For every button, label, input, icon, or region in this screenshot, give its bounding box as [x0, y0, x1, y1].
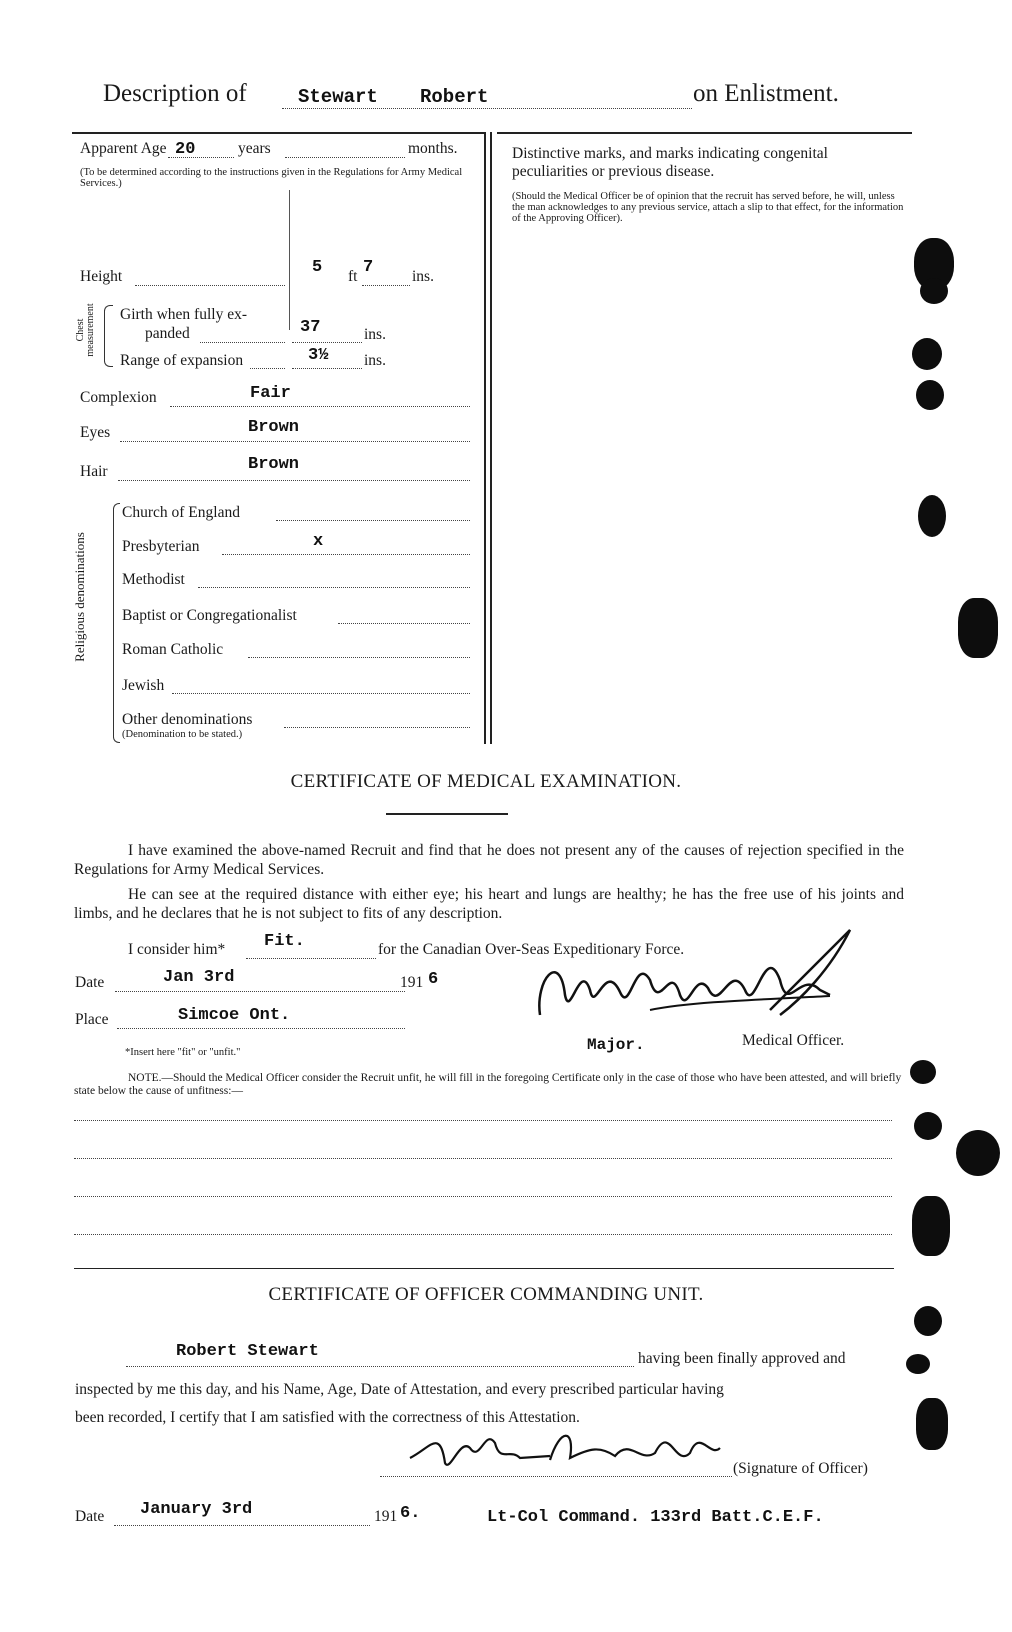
height-in-value: 7 [363, 258, 374, 277]
age-note: (To be determined according to the instructions given in the Regulations for Army Medical Services.) [80, 167, 463, 189]
section-divider [74, 1268, 894, 1269]
unfit-line-4 [74, 1234, 892, 1235]
medical-para-2: He can see at the required distance with either eye; his heart and lungs are healthy; he has the free use of his joints and limbs, and he declares that he is not subject to fits of any description. [74, 886, 904, 922]
religion-methodist: Methodist [122, 571, 185, 588]
medical-rank-value: Major. [587, 1036, 645, 1054]
binding-hole [958, 598, 998, 658]
chest-group-label: Chest measurement [75, 303, 96, 357]
header-prefix: Description of [103, 80, 247, 107]
medical-place-value: Simcoe Ont. [178, 1006, 291, 1025]
value-column-divider [289, 190, 290, 330]
eyes-label: Eyes [80, 424, 111, 441]
commanding-officer-signature [400, 1418, 730, 1478]
binding-hole [920, 278, 948, 304]
religion-presbyterian-mark: x [313, 532, 324, 551]
months-label: months. [408, 140, 458, 157]
column-divider [484, 132, 486, 744]
years-label: years [238, 140, 271, 157]
commanding-line2: inspected by me this day, and his Name, Age, Date of Attestation, and every prescribed particular having [75, 1381, 724, 1398]
unfit-note: NOTE.—Should the Medical Officer consider the Recruit unfit, he will fill in the foregoing Certificate only in the case of those who have been attested, and will briefly state below the cause of unfitness:— [74, 1072, 902, 1097]
medical-date-label: Date [75, 974, 105, 991]
commanding-line1-end: having been finally approved and [638, 1350, 846, 1367]
force-label: for the Canadian Over-Seas Expeditionary Force. [378, 941, 685, 958]
height-ins-label: ins. [412, 268, 434, 285]
commanding-rank-value: Lt-Col Command. 133rd Batt.C.E.F. [487, 1508, 824, 1527]
age-value: 20 [175, 140, 196, 159]
medical-title: CERTIFICATE OF MEDICAL EXAMINATION. [290, 771, 682, 792]
range-value: 3½ [308, 346, 329, 365]
medical-date-value: Jan 3rd [163, 968, 235, 987]
range-label: Range of expansion [120, 352, 244, 369]
commanding-year-suffix: 6. [400, 1504, 421, 1523]
binding-hole [914, 1306, 942, 1336]
ft-label: ft [348, 268, 358, 285]
commanding-date-label: Date [75, 1508, 105, 1525]
form-top-rule-right [497, 132, 912, 134]
marks-note: (Should the Medical Officer be of opinion that the recruit has served before, he will, unless the man acknowledges to any previous service, attach a slip to that effect, for the information of the Approving Officer). [512, 191, 904, 224]
consider-value: Fit. [264, 932, 305, 951]
religion-presbyterian: Presbyterian [122, 538, 200, 555]
insert-note: *Insert here "fit" or "unfit." [125, 1047, 241, 1058]
binding-hole [916, 1398, 948, 1450]
eyes-value: Brown [248, 418, 300, 437]
girth-value: 37 [300, 318, 321, 337]
binding-hole [912, 1196, 950, 1256]
medical-title-rule [386, 813, 508, 815]
unfit-line-2 [74, 1158, 892, 1159]
hair-label: Hair [80, 463, 108, 480]
height-label: Height [80, 268, 123, 285]
religion-group-label: Religious denominations [72, 532, 87, 662]
religion-brace [113, 503, 120, 743]
consider-label: I consider him* [128, 941, 226, 958]
unfit-line-3 [74, 1196, 892, 1197]
medical-place-label: Place [75, 1011, 109, 1028]
column-divider-2 [490, 132, 492, 744]
chest-brace [104, 305, 113, 367]
complexion-label: Complexion [80, 389, 157, 406]
religion-other-note: (Denomination to be stated.) [122, 729, 243, 740]
binding-hole [906, 1354, 930, 1374]
header-surname: Stewart [298, 86, 378, 108]
binding-hole [956, 1130, 1000, 1176]
girth-label-line2: panded [145, 325, 190, 342]
commanding-signature-label: (Signature of Officer) [733, 1460, 868, 1477]
hair-value: Brown [248, 455, 300, 474]
height-ft-value: 5 [312, 258, 323, 277]
religion-other: Other denominations [122, 711, 253, 728]
medical-year-prefix: 191 [400, 974, 424, 991]
commanding-year-prefix: 191 [374, 1508, 398, 1525]
religion-baptist: Baptist or Congregationalist [122, 607, 297, 624]
header-given-name: Robert [420, 86, 489, 108]
age-label: Apparent Age [80, 140, 167, 157]
religion-roman-catholic: Roman Catholic [122, 641, 224, 658]
girth-label-line1: Girth when fully ex- [120, 306, 247, 323]
religion-church-of-england: Church of England [122, 504, 240, 521]
binding-hole [910, 1060, 936, 1084]
marks-heading: Distinctive marks, and marks indicating congenital peculiarities or previous disease. [512, 145, 828, 180]
binding-hole [916, 380, 944, 410]
complexion-value: Fair [250, 384, 291, 403]
binding-hole [914, 1112, 942, 1140]
medical-year-suffix: 6 [428, 970, 439, 989]
unfit-line-1 [74, 1120, 892, 1121]
religion-jewish: Jewish [122, 677, 165, 694]
commanding-date-value: January 3rd [140, 1500, 253, 1519]
medical-officer-signature [530, 920, 870, 1040]
binding-hole [912, 338, 942, 370]
commanding-name-value: Robert Stewart [176, 1342, 319, 1361]
header-suffix: on Enlistment. [693, 80, 839, 107]
medical-para-1: I have examined the above-named Recruit and find that he does not present any of the causes of rejection specified in the Regulations for Army Medical Services. [74, 842, 904, 878]
girth-ins-label: ins. [364, 326, 386, 343]
commanding-title: CERTIFICATE OF OFFICER COMMANDING UNIT. [268, 1284, 704, 1305]
commanding-line3: been recorded, I certify that I am satisfied with the correctness of this Attestation. [75, 1409, 580, 1426]
range-ins-label: ins. [364, 352, 386, 369]
medical-officer-label: Medical Officer. [742, 1032, 845, 1049]
form-top-rule-left [72, 132, 484, 134]
binding-hole [918, 495, 946, 537]
